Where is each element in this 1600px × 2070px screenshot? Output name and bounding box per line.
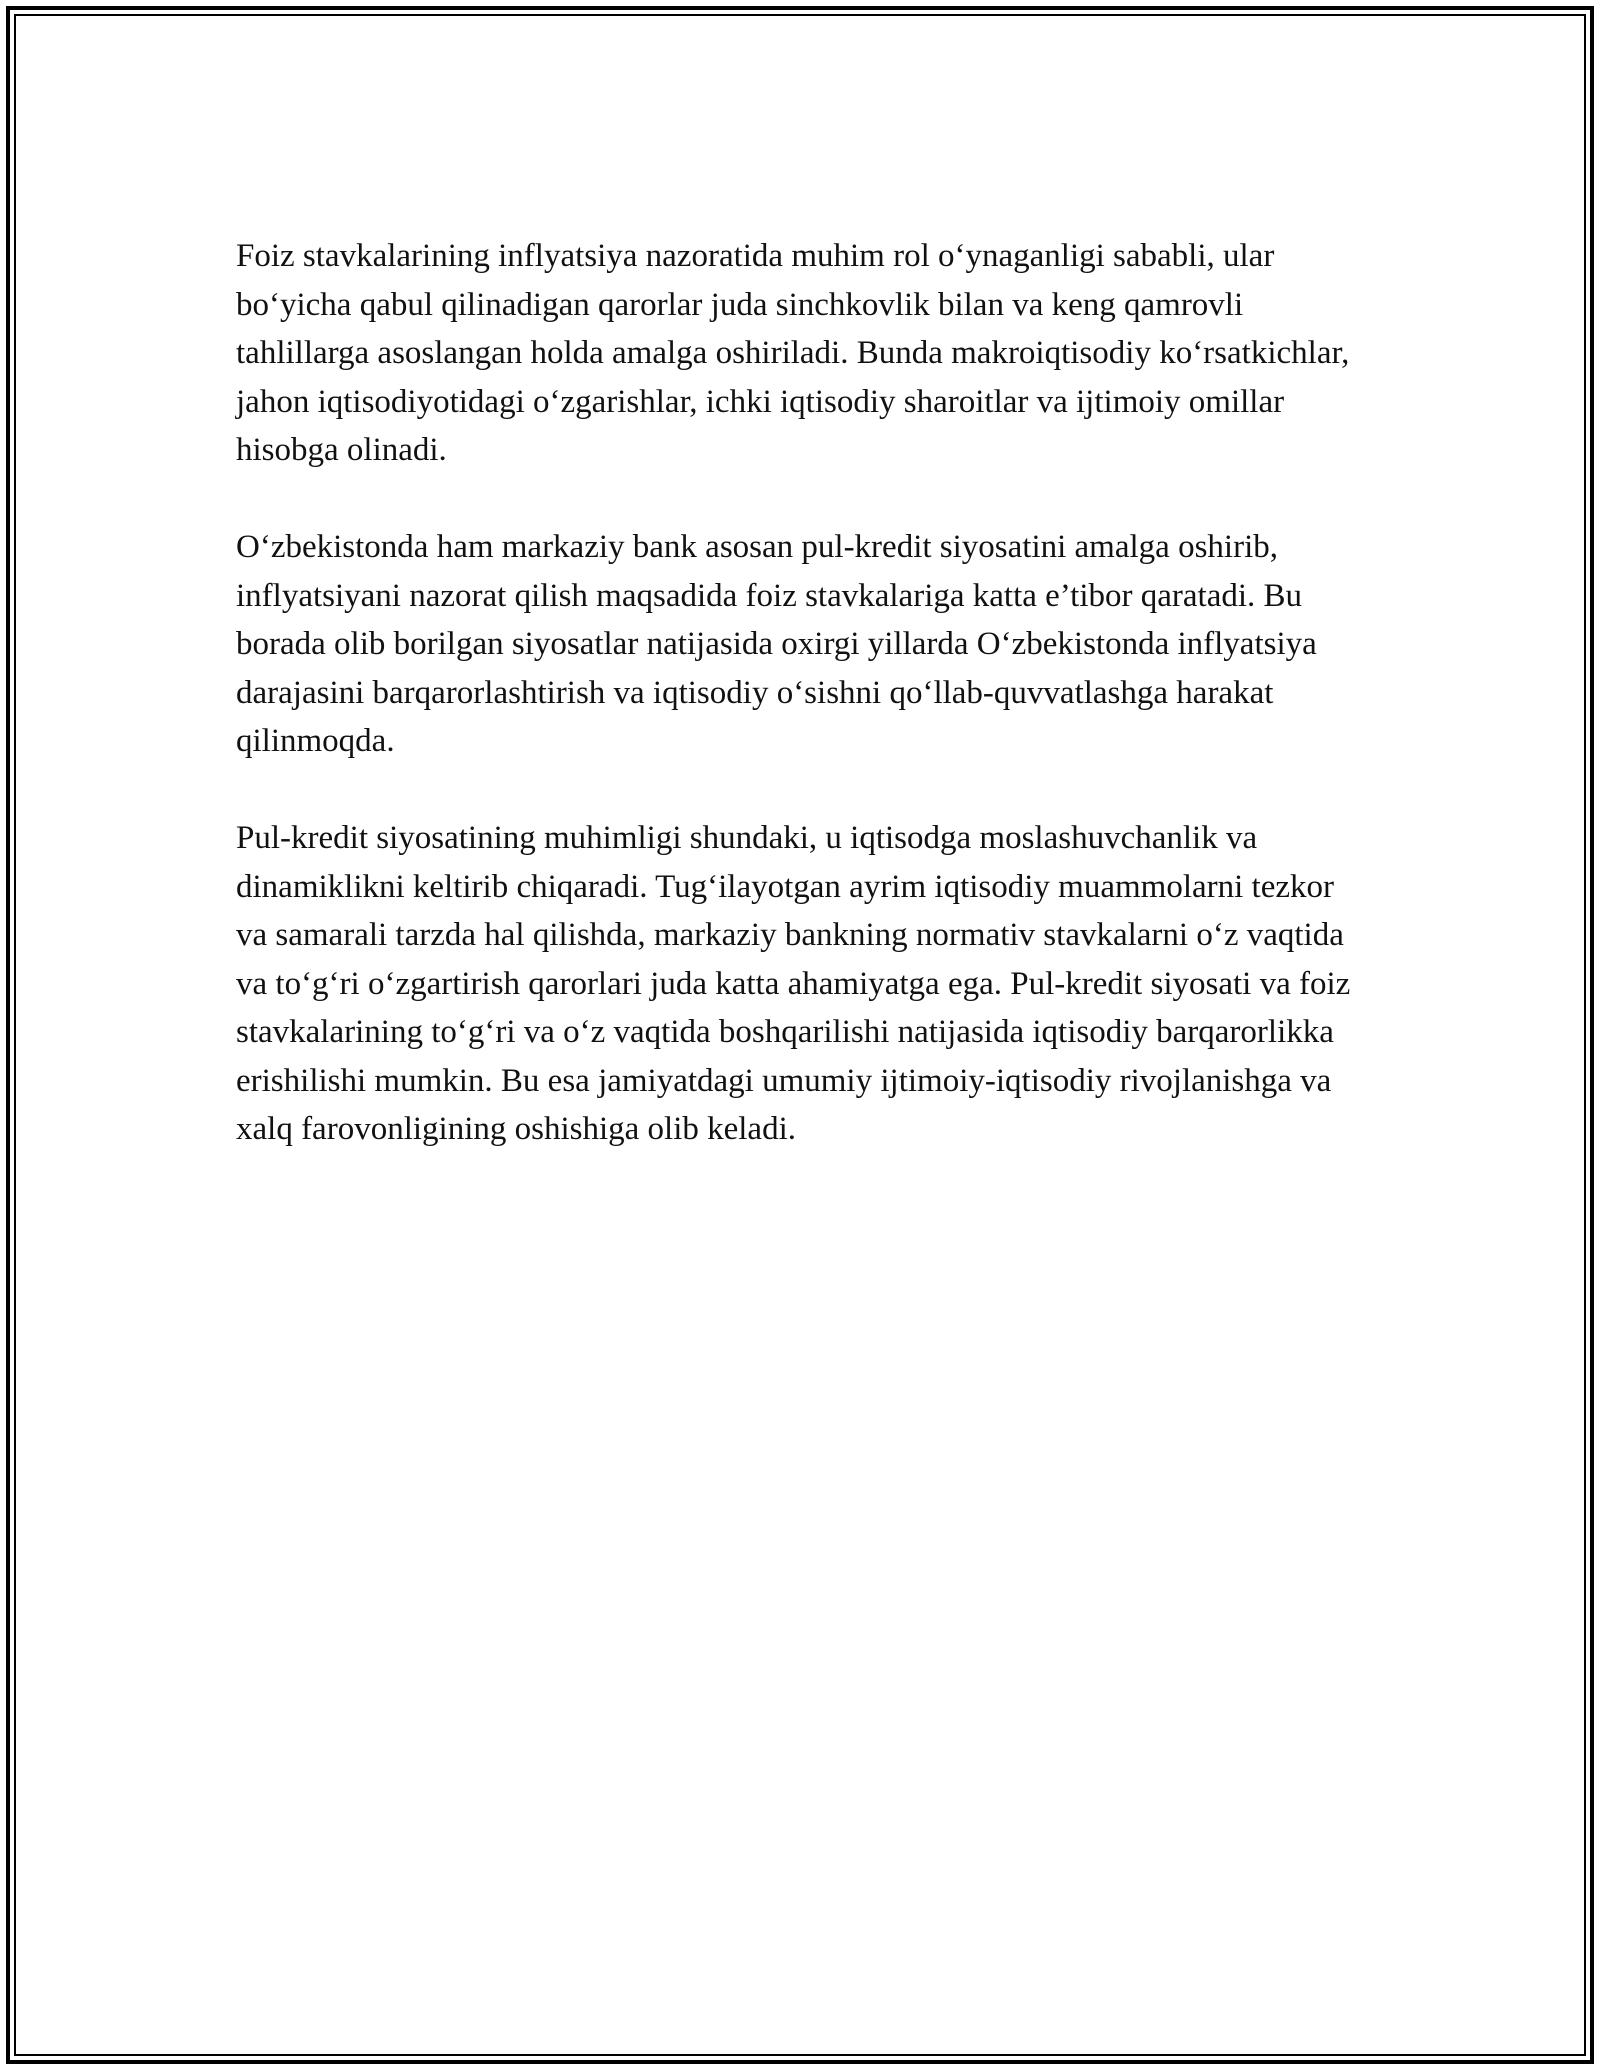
paragraph-1: Foiz stavkalarining inflyatsiya nazoratida muhim rol o‘ynaganligi sababli, ular bo‘yicha qabul qilinadigan qarorlar juda sinchkovlik bilan va keng qamrovli tahlillarga asoslangan holda amalga oshiriladi. Bunda makroiqtisodiy ko‘rsatkichlar, jahon iqtisodiyotidagi o‘zgarishlar, ichki iqtisodiy sharoitlar va ijtimoiy omillar hisobga olinadi. xyxy=(236,238,1350,468)
paragraph-3: Pul-kredit siyosatining muhimligi shundaki, u iqtisodga moslashuvchanlik va dinamiklikni keltirib chiqaradi. Tug‘ilayotgan ayrim iqtisodiy muammolarni tezkor va samarali tarzda hal qilishda, markaziy bankning normativ stavkalarni o‘z vaqtida va to‘g‘ri o‘zgartirish qarorlari juda katta ahamiyatga ega. Pul-kredit siyosati va foiz stavkalarining to‘g‘ri va o‘z vaqtida boshqarilishi natijasida iqtisodiy barqarorlikka erishilishi mumkin. Bu esa jamiyatdagi umumiy ijtimoiy-iqtisodiy rivojlanishga va xalq farovonligining oshishiga olib keladi. xyxy=(236,820,1351,1147)
paragraph-2: O‘zbekistonda ham markaziy bank asosan pul-kredit siyosatini amalga oshirib, inflyatsiyani nazorat qilish maqsadida foiz stavkalariga katta e’tibor qaratadi. Bu borada olib borilgan siyosatlar natijasida oxirgi yillarda O‘zbekistonda inflyatsiya darajasini barqarorlashtirish va iqtisodiy o‘sishni qo‘llab-quvvatlashga harakat qilinmoqda. xyxy=(236,529,1317,759)
document-body xyxy=(236,232,1366,1154)
